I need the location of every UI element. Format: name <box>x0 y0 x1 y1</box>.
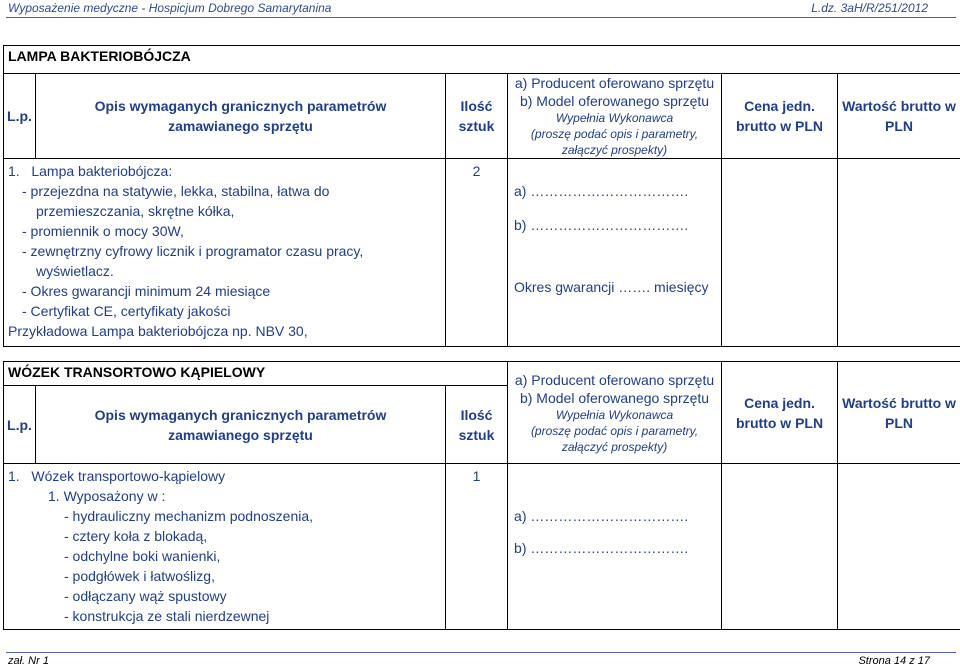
col-header-lp: L.p. <box>4 74 36 159</box>
item-name: Lampa bakteriobójcza: <box>31 163 173 179</box>
col-header-cena: Cena jedn. brutto w PLN <box>722 74 838 159</box>
item-number: 1. <box>8 163 20 179</box>
item-name: Wózek transportowo-kąpielowy <box>31 468 226 484</box>
producer-answer-a[interactable]: a) ……………………………. <box>514 508 689 524</box>
warranty-answer[interactable]: Okres gwarancji ……. miesięcy <box>514 279 709 295</box>
document-header-title: Wyposażenie medyczne - Hospicjum Dobrego Samarytanina <box>8 1 332 15</box>
wozek-quantity: 1 <box>446 464 508 630</box>
footer-page-number: Strona 14 z 17 <box>858 655 930 667</box>
footer-divider <box>6 652 956 653</box>
spec-line: - promiennik o mocy 30W, <box>22 223 184 239</box>
document-reference-number: L.dz. 3aH/R/251/2012 <box>811 1 928 15</box>
spec-line: - podgłówek i łatwoślizg, <box>64 568 215 584</box>
header-divider <box>6 17 956 18</box>
col-header-wartosc: Wartość brutto w PLN <box>838 74 960 159</box>
spec-line: - odchylne boki wanienki, <box>64 548 221 564</box>
section-title-wozek: WÓZEK TRANSORTOWO KĄPIELOWY <box>4 362 508 386</box>
lampa-description <box>4 159 446 347</box>
spec-line: - odłączany wąż spustowy <box>64 588 227 604</box>
lampa-table <box>3 45 960 347</box>
spec-line: wyświetlacz. <box>36 263 114 279</box>
lampa-value-cell[interactable] <box>838 159 960 347</box>
spec-line: - Certyfikat CE, certyfikaty jakości <box>22 303 231 319</box>
col-header-cena: Cena jedn. brutto w PLN <box>722 362 838 464</box>
spec-line: - zewnętrzny cyfrowy licznik i programator czasu pracy, <box>22 243 364 259</box>
lampa-price-cell[interactable] <box>722 159 838 347</box>
equipment-heading: 1. Wyposażony w : <box>48 488 166 504</box>
spec-line: - konstrukcja ze stali nierdzewnej <box>64 608 270 624</box>
spec-line: przemieszczania, skrętne kółka, <box>36 203 235 219</box>
producer-answer-a[interactable]: a) ……………………………. <box>514 183 689 199</box>
wozek-price-cell[interactable] <box>722 464 838 630</box>
example-model: Przykładowa Lampa bakteriobójcza np. NBV 30, <box>8 323 308 339</box>
wozek-description <box>4 464 446 630</box>
wozek-producer-cell <box>508 464 722 630</box>
col-header-lp: L.p. <box>4 386 36 464</box>
spec-line: - przejezdna na statywie, lekka, stabilna, łatwa do <box>22 183 330 199</box>
wozek-value-cell[interactable] <box>838 464 960 630</box>
col-header-ilosc: Ilość sztuk <box>446 74 508 159</box>
model-answer-b[interactable]: b) ……………………………. <box>514 540 689 556</box>
lampa-quantity: 2 <box>446 159 508 347</box>
section-title-lampa: LAMPA BAKTERIOBÓJCZA <box>4 46 960 74</box>
col-header-ilosc: Ilość sztuk <box>446 386 508 464</box>
col-header-wartosc: Wartość brutto w PLN <box>838 362 960 464</box>
lampa-producer-cell <box>508 159 722 347</box>
col-header-opis: Opis wymaganych granicznych parametrów zamawianego sprzętu <box>36 386 446 464</box>
spec-line: - Okres gwarancji minimum 24 miesiące <box>22 283 271 299</box>
col-header-producent: a) Producent oferowano sprzętu b) Model oferowanego sprzętu Wypełnia Wykonawca (proszę podać opis i parametry, załączyć prospekty) <box>508 74 722 159</box>
spec-line: - cztery koła z blokadą, <box>64 528 208 544</box>
model-answer-b[interactable]: b) ……………………………. <box>514 217 689 233</box>
footer-attachment-label: zał. Nr 1 <box>8 655 49 667</box>
wozek-table <box>3 361 960 630</box>
col-header-opis: Opis wymaganych granicznych parametrów zamawianego sprzętu <box>36 74 446 159</box>
col-header-producent: a) Producent oferowano sprzętu b) Model oferowanego sprzętu Wypełnia Wykonawca (proszę podać opis i parametry, załączyć prospekty) <box>508 362 722 464</box>
spec-line: - hydrauliczny mechanizm podnoszenia, <box>64 508 314 524</box>
item-number: 1. <box>8 468 20 484</box>
